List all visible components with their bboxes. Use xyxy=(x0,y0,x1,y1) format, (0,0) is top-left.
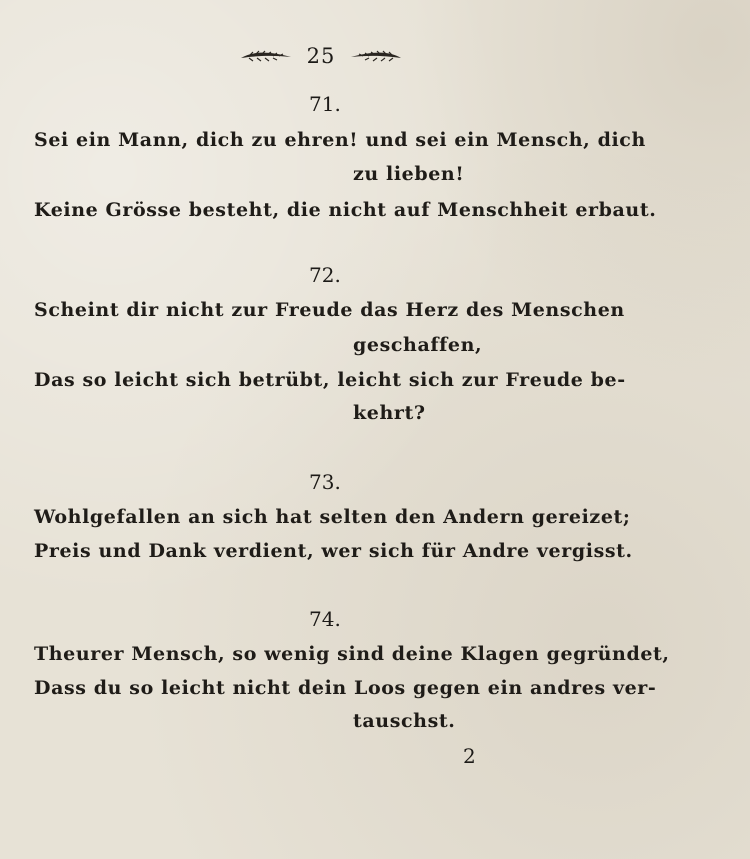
verse-line xyxy=(34,299,625,321)
verse-line-text: Dass du so leicht nicht dein Loos gegen ein andres ver- xyxy=(34,677,657,699)
verse-line xyxy=(34,643,670,665)
verse-line xyxy=(34,540,633,562)
verse-line-text: Wohlgefallen an sich hat selten den Andern gereizet; xyxy=(34,506,631,528)
verse-line-text: Keine Grösse besteht, die nicht auf Menschheit erbaut. xyxy=(34,199,657,221)
verse-number: 73. xyxy=(309,470,341,494)
verse-line-text: Das so leicht sich betrübt, leicht sich zur Freude be- xyxy=(34,369,626,391)
verse-number: 74. xyxy=(309,607,341,631)
verse-line-text: Preis und Dank verdient, wer sich für Andre vergisst. xyxy=(34,540,633,562)
verse-line-continuation: geschaffen, xyxy=(353,334,483,356)
page-header xyxy=(0,44,642,68)
verse-line-continuation: zu lieben! xyxy=(353,163,465,185)
verse-line xyxy=(34,129,646,151)
verse-line xyxy=(34,677,657,699)
verse-line-text: Theurer Mensch, so wenig sind deine Klagen gegründet, xyxy=(34,643,670,665)
leaf-ornament-icon xyxy=(239,49,293,63)
verse-line-continuation: tauschst. xyxy=(353,710,456,732)
verse-number: 71. xyxy=(309,92,341,116)
leaf-ornament-icon xyxy=(349,49,403,63)
verse-line-text: Sei ein Mann, dich zu ehren! und sei ein Mensch, dich xyxy=(34,129,646,151)
verse-line xyxy=(34,369,626,391)
verse-line xyxy=(34,199,657,221)
verse-number: 72. xyxy=(309,263,341,287)
signature-mark: 2 xyxy=(463,744,476,768)
verse-line-continuation: kehrt? xyxy=(353,402,426,424)
verse-line-text: Scheint dir nicht zur Freude das Herz des Menschen xyxy=(34,299,625,321)
verse-line xyxy=(34,506,631,528)
page-number: 25 xyxy=(306,44,336,68)
